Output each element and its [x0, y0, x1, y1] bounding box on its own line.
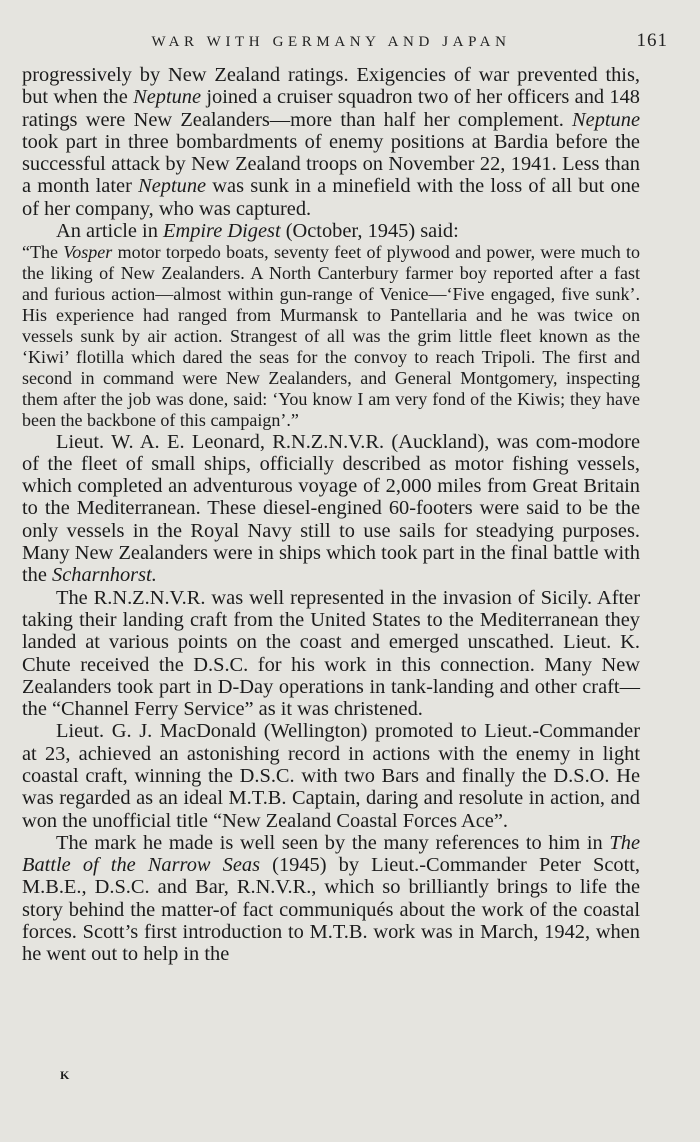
page-number: 161: [636, 30, 668, 51]
paragraph-2: [22, 220, 640, 242]
text-run: (1945) by Lieut.-Commander Peter Scott, M.B.E., D.S.C. and Bar, R.N.V.R., which so brilliantly brings to life the story behind the matter-of fact communiqués about the work of the coastal forces. Scott’s first introduction to M.T.B. work was in March, 1942, when he went out to help in the: [22, 854, 640, 966]
book-title: The Battle of the Narrow Seas: [22, 831, 640, 877]
signature-mark: K: [60, 1068, 71, 1082]
running-title: WAR WITH GERMANY AND JAPAN: [151, 34, 511, 50]
text-run: “The: [22, 242, 64, 263]
text-run: joined a cruiser squadron two of her officers and 148 ratings were New Zealanders—more than half her complement.: [22, 86, 640, 131]
publication-title: Empire Digest: [163, 220, 281, 243]
text-run: Lieut. G. J. MacDonald (Wellington) promoted to Lieut.-Commander at 23, achieved an astonishing record in actions with the enemy in light coastal craft, winning the D.S.C. with two Bars and finally the D.S.O. He was regarded as an ideal M.T.B. Captain, daring and resolute in action, and won the unofficial title “New Zealand Coastal Forces Ace”.: [22, 720, 640, 832]
text-run: (October, 1945) said:: [280, 220, 459, 243]
paragraph-1: [22, 64, 640, 220]
text-run: motor torpedo boats, seventy feet of plywood and power, were much to the liking of New Zealanders. A North Canterbury farmer boy reported after a fast and furious action—almost within gun-range of Venice—‘Five engaged, five sunk’. His experience had ranged from Murmansk to Pantellaria and he was twice on vessels sunk by air action. Strangest of all was the grim little fleet known as the ‘Kiwi’ flotilla which dared the seas for the convoy to reach Tripoli. The first and second in command were New Zealanders, and General Montgomery, inspecting them after the job was done, said: ‘You know I am very fond of the Kiwis; they have been the backbone of this campaign’.”: [22, 242, 640, 430]
text-run: An article in: [56, 220, 164, 243]
text-run: took part in three bombardments of enemy positions at Bardia before the successful attack by New Zealand troops on November 22, 1941. Less than a month later: [22, 130, 640, 198]
text-run: progressively by New Zealand ratings. Exigencies of war prevented this, but when the: [22, 64, 640, 109]
boat-class-name: Vosper: [63, 242, 113, 263]
paragraph-5: [22, 720, 640, 831]
paragraph-4: [22, 587, 640, 721]
ship-name: Neptune: [133, 86, 202, 109]
body-text: [22, 64, 640, 966]
text-run: Lieut. W. A. E. Leonard, R.N.Z.N.V.R. (Auckland), was com-modore of the fleet of small ships, officially described as motor fishing vessels, which completed an adventurous voyage of 2,000 miles from Great Britain to the Mediterranean. These diesel-engined 60-footers were said to be the only vessels in the Royal Navy still to use sails for steadying purposes. Many New Zealanders were in ships which took part in the final battle with the: [22, 430, 640, 587]
text-run: The mark he made is well seen by the many references to him in: [56, 831, 610, 854]
text-run: was sunk in a minefield with the loss of all but one of her company, who was captured.: [22, 175, 640, 220]
paragraph-3: [22, 431, 640, 587]
ship-name: Neptune: [138, 175, 207, 198]
block-quote: [22, 242, 640, 430]
ship-name: Scharnhorst.: [52, 564, 157, 587]
paragraph-6: [22, 832, 640, 966]
ship-name: Neptune: [572, 108, 640, 131]
text-run: The R.N.Z.N.V.R. was well represented in the invasion of Sicily. After taking their landing craft from the United States to the Mediterranean they landed at various points on the coast and emerged unscathed. Lieut. K. Chute received the D.S.C. for his work in this connection. Many New Zealanders took part in D-Day operations in tank-landing and other craft—the “Channel Ferry Service” as it was christened.: [22, 586, 640, 721]
